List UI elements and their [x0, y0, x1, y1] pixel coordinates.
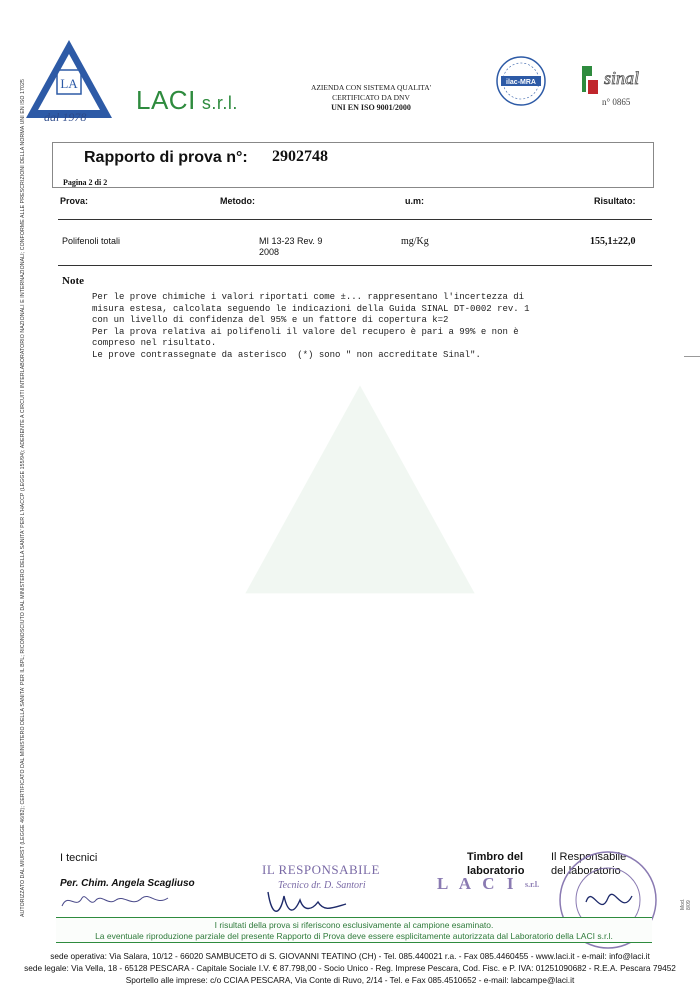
header-prova: Prova: [60, 196, 89, 206]
lab-resp-line-2: del laboratorio [551, 865, 621, 877]
footer-line-3: Sportello alle imprese: c/o CCIAA PESCARA, Via Conte di Ruvo, 2/14 - Tel. e Fax 085.4510652 - e-mail: labcampe@laci.it [125, 975, 575, 985]
cell-risultato: 155,1±22,0 [590, 236, 636, 247]
cell-um: mg/Kg [401, 236, 429, 247]
disclaimer-bar [56, 917, 652, 943]
cert-line-3: UNI EN ISO 9001/2000 [331, 103, 411, 112]
table-bottom-divider [58, 265, 652, 266]
table-header-divider [58, 219, 652, 220]
ilac-label: ilac-MRA [506, 79, 536, 86]
header-risultato: Risultato: [594, 196, 636, 206]
margin-mark [684, 356, 700, 357]
responsabile-stamp: IL RESPONSABILE [262, 862, 380, 877]
chemist-name: Per. Chim. Angela Scagliuso [60, 878, 195, 889]
notes-line: con un livello di confidenza del 95% e un fattore di copertura k=2 [92, 315, 449, 325]
notes-line: Per la prova relativa ai polifenoli il valore del recupero è pari a 99% e non è [92, 326, 519, 337]
tecnici-label: I tecnici [60, 852, 98, 864]
cert-line-1: AZIENDA CON SISTEMA QUALITA' [310, 83, 432, 92]
since-text: dal 1978 [44, 110, 87, 124]
accreditation-side-text: AUTORIZZATO DAL MIURST (LEGGE 46/82); CERTIFICATO DAL MINISTERO DELLA SANITA' PER IL BPL; RICONOSCIUTO DAL MINISTERO DELLA SANITA' PER L'HACCP (LEGGE 155/94); ADERENTE A CIRCUITI INTERLABORATORIO NAZIONALI E INTERNAZIONALI; CONFORME ALLE PRESCRIZIONI DELLA NORMA UNI EN ISO 17025 [20, 79, 26, 917]
lab-resp-line-1: Il Responsabile [551, 851, 627, 863]
page-indicator: Pagina 2 di 2 [63, 178, 108, 187]
ilac-mra-logo [495, 55, 547, 107]
timbro-line-2: laboratorio [467, 865, 525, 877]
chemist-signature [56, 888, 186, 914]
cell-metodo-line-2: 2008 [259, 247, 280, 257]
logo-letters: LA [60, 76, 78, 91]
sinal-label: sinal [604, 68, 640, 88]
form-code: Mod. 8/09 [680, 898, 692, 910]
disclaimer-line-1: I risultati della prova si riferiscono esclusivamente al campione esaminato. [214, 920, 494, 930]
disclaimer-line-2: La eventuale riproduzione parziale del presente Rapporto di Prova deve essere esplicitamente autorizzata dal Laboratorio della LACI s.r.l. [95, 931, 613, 941]
notes-line: Per le prove chimiche i valori riportati come ±... rappresentano l'incertezza di [92, 292, 525, 302]
timbro-line-1: Timbro del [467, 851, 524, 863]
responsabile-signature [262, 888, 352, 920]
notes-body [92, 292, 612, 361]
company-suffix: s.r.l. [201, 93, 238, 113]
quality-certification [296, 83, 446, 113]
notes-line: misura estesa, calcolata seguendo le indicazioni della Guida SINAL DT-0002 rev. 1 [92, 303, 530, 314]
sinal-logo [578, 62, 670, 98]
notes-line: Le prove contrassegnate da asterisco (*) sono " non accreditate Sinal". [92, 349, 481, 360]
cell-metodo [259, 236, 322, 258]
notes-title: Note [62, 275, 84, 287]
report-title: Rapporto di prova n°: [84, 149, 248, 166]
sinal-number: n° 0865 [602, 97, 631, 107]
cell-metodo-line-1: MI 13-23 Rev. 9 [259, 236, 323, 246]
cell-prova: Polifenoli totali [62, 236, 121, 246]
footer-line-1: sede operativa: Via Salara, 10/12 - 66020 SAMBUCETO di S. GIOVANNI TEATINO (CH) - Tel. 085.440021 r.a. - Fax 085.4460455 - www.laci.it - e-mail: info@laci.it [50, 951, 650, 961]
watermark-logo [240, 380, 480, 620]
company-name-main: LACI [136, 85, 196, 115]
laci-stamp-srl: s.r.l. [525, 880, 540, 889]
laci-stamp: L A C I [437, 874, 518, 893]
notes-line: compreso nel risultato. [92, 338, 217, 348]
header-um: u.m: [405, 196, 424, 206]
company-name [136, 85, 238, 116]
header-metodo: Metodo: [220, 196, 255, 206]
responsabile-name: Tecnico dr. D. Santori [278, 880, 366, 891]
report-number: 2902748 [272, 148, 328, 165]
cert-line-2: CERTIFICATO DA DNV [332, 93, 410, 102]
footer-line-2: sede legale: Via Vella, 18 - 65128 PESCARA - Capitale Sociale I.V. € 87.798,00 - Socio Unico - Reg. Imprese Pescara, Cod. Fisc. e P. IVA: 01251090682 - R.E.A. Pescara 79452 [24, 963, 676, 973]
